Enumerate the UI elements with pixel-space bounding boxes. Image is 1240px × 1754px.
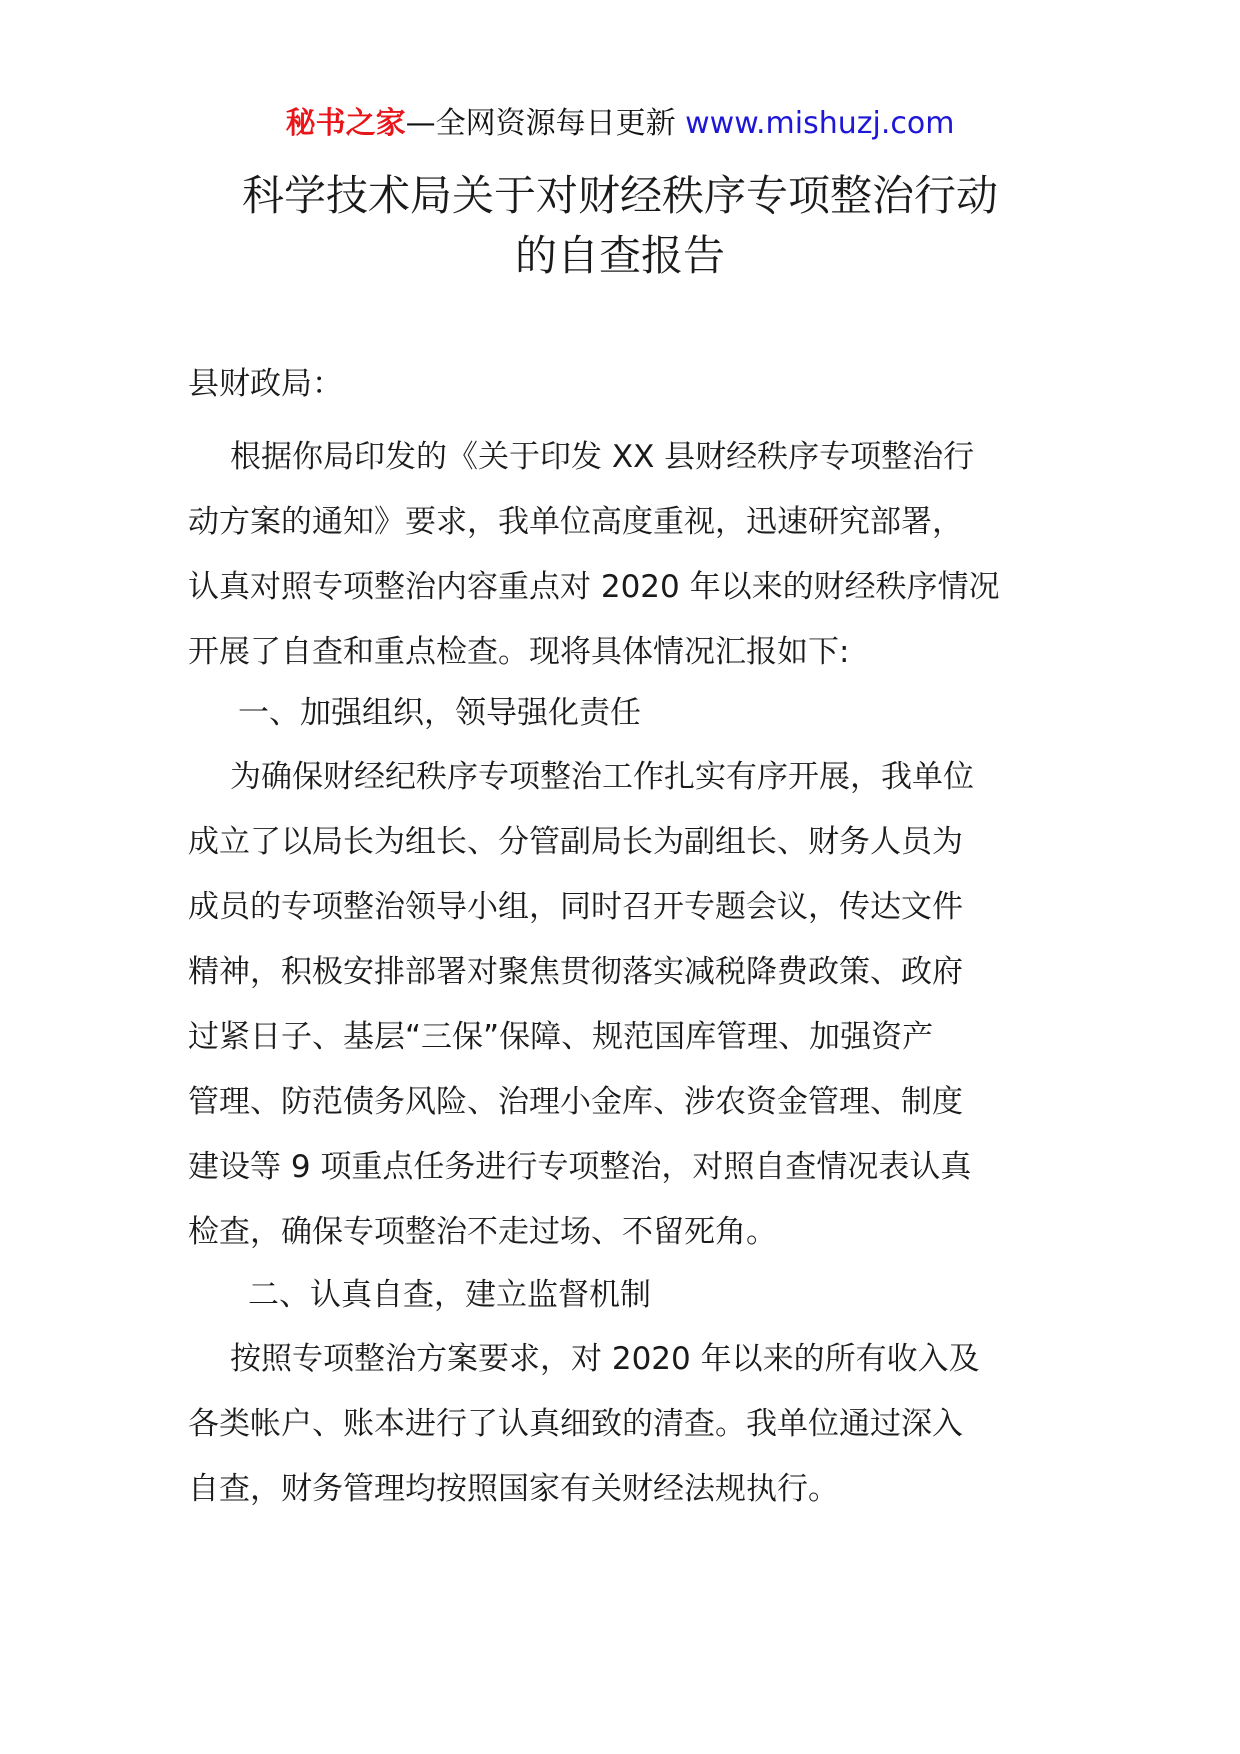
- paragraph-line: 动方案的通知》要求，我单位高度重视，迅速研究部署，: [188, 504, 963, 540]
- paragraph-line: 管理、防范债务风险、治理小金库、涉农资金管理、制度: [188, 1084, 963, 1120]
- paragraph-line: 为确保财经纪秩序专项整治工作扎实有序开展，我单位: [230, 759, 974, 795]
- section-2-paragraph: [188, 1327, 1068, 1522]
- paragraph-line: 开展了自查和重点检查。现将具体情况汇报如下:: [188, 634, 850, 670]
- section-heading-2: 二、认真自查，建立监督机制: [248, 1277, 651, 1313]
- site-banner: [0, 104, 1240, 144]
- section-heading-1: 一、加强组织，领导强化责任: [238, 695, 641, 731]
- paragraph-line: 过紧日子、基层“三保”保障、规范国库管理、加强资产: [188, 1019, 934, 1055]
- paragraph-line: 各类帐户、账本进行了认真细致的清查。我单位通过深入: [188, 1406, 963, 1442]
- paragraph-line: 精神，积极安排部署对聚焦贯彻落实减税降费政策、政府: [188, 954, 963, 990]
- paragraph-line: 按照专项整治方案要求，对 2020 年以来的所有收入及: [230, 1341, 980, 1377]
- paragraph-line: 成员的专项整治领导小组，同时召开专题会议，传达文件: [188, 889, 963, 925]
- paragraph-line: 认真对照专项整治内容重点对 2020 年以来的财经秩序情况: [188, 569, 1000, 605]
- paragraph-line: 建设等 9 项重点任务进行专项整治，对照自查情况表认真: [188, 1149, 972, 1185]
- paragraph-line: 根据你局印发的《关于印发 XX 县财经秩序专项整治行: [230, 439, 975, 475]
- paragraph-line: 自查，财务管理均按照国家有关财经法规执行。: [188, 1471, 839, 1507]
- title-line-2: 的自查报告: [514, 231, 725, 280]
- section-1-paragraph: [188, 745, 1068, 1265]
- salutation: 县财政局：: [188, 366, 343, 402]
- intro-paragraph: [188, 425, 1068, 685]
- title-line-1: 科学技术局关于对财经秩序专项整治行动: [241, 171, 998, 220]
- site-brand: 秘书之家: [285, 106, 406, 141]
- site-tagline: —全网资源每日更新: [405, 106, 686, 141]
- document-title: [0, 166, 1240, 286]
- site-url-link[interactable]: www.mishuzj.com: [685, 106, 955, 141]
- paragraph-line: 检查，确保专项整治不走过场、不留死角。: [188, 1214, 777, 1250]
- paragraph-line: 成立了以局长为组长、分管副局长为副组长、财务人员为: [188, 824, 963, 860]
